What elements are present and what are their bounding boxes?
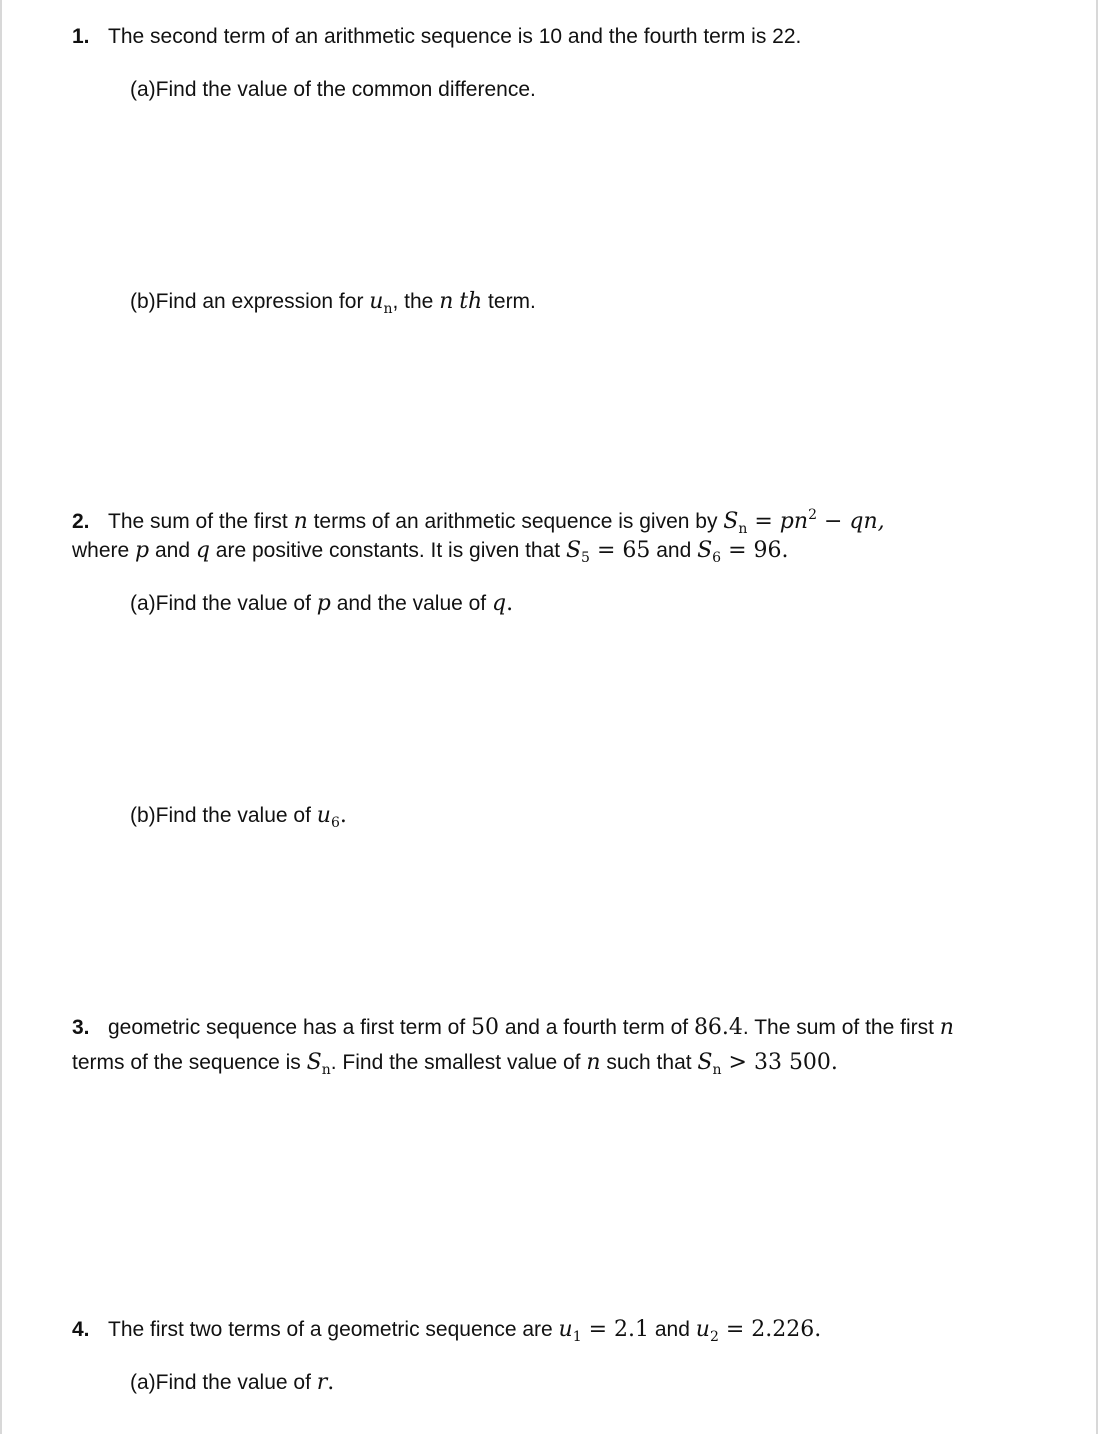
question-2b: (b)Find the value of $u_6$. <box>130 803 347 831</box>
question-4-number: 4. <box>72 1318 90 1341</box>
question-2-number: 2. <box>72 510 90 533</box>
question-1b: (b)Find an expression for $u_n$, the n th term. <box>130 289 536 317</box>
page-left-edge <box>0 0 2 1434</box>
question-1a: (a)Find the value of the common difference. <box>130 78 536 101</box>
question-1-number: 1. <box>72 25 90 48</box>
question-2-line-1: 2. The sum of the first n terms of an arithmetic sequence is given by $S_n = pn^2$ − qn, <box>72 507 885 537</box>
question-2-line-2: where p and q are positive constants. It is given that $S_5 = 65$ and $S_6 = 96$. <box>72 538 789 566</box>
question-3-line-1: 3. geometric sequence has a first term of 50 and a fourth term of 86.4. The sum of the first n <box>72 1013 954 1043</box>
question-3-number: 3. <box>72 1016 90 1039</box>
question-3-line-2: terms of the sequence is $S_n$. Find the smallest value of n such that $S_n > 33$ 500. <box>72 1050 838 1078</box>
question-2a: (a)Find the value of p and the value of q. <box>130 591 514 616</box>
question-4a: (a)Find the value of r. <box>130 1370 335 1395</box>
question-1-text: 1. The second term of an arithmetic sequence is 10 and the fourth term is 22. <box>72 22 801 52</box>
question-4-line-1: 4. The first two terms of a geometric sequence are $u_1 = 2.1$ and $u_2 = 2.226$. <box>72 1317 822 1345</box>
